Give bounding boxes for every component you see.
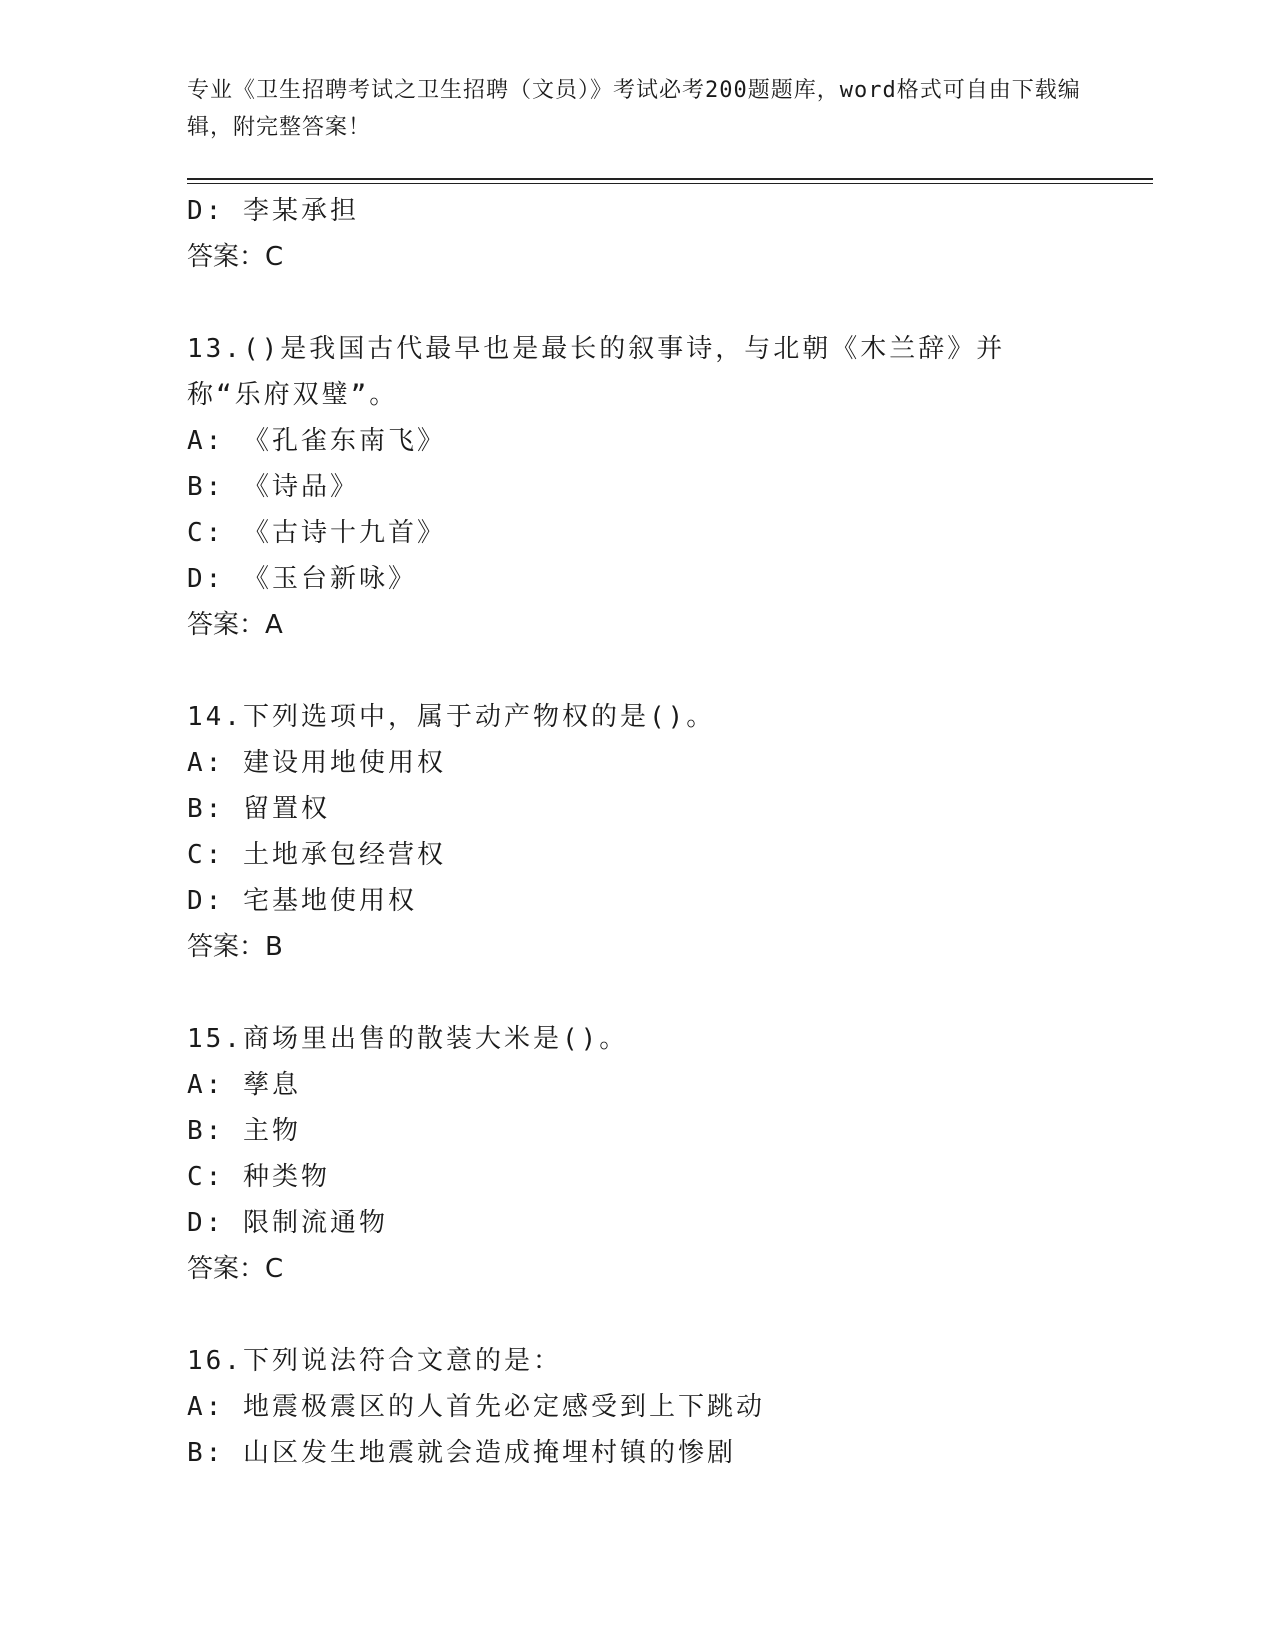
option-a: A: 地震极震区的人首先必定感受到上下跳动 — [187, 1392, 765, 1422]
option-a: A: 《孔雀东南飞》 — [187, 426, 446, 456]
question-list — [187, 188, 1087, 1476]
question-stem: 16.下列说法符合文意的是： — [187, 1346, 562, 1376]
question-14 — [187, 694, 1087, 970]
option-d: D: 李某承担 — [187, 196, 359, 226]
option-b: B: 留置权 — [187, 794, 330, 824]
question-stem: 13.()是我国古代最早也是最长的叙事诗，与北朝《木兰辞》并称“乐府双璧”。 — [187, 334, 1006, 410]
question-13 — [187, 326, 1087, 648]
document-header: 专业《卫生招聘考试之卫生招聘（文员）》考试必考200题题库，word格式可自由下载编辑，附完整答案！ — [187, 78, 1081, 140]
header-rule-thin — [187, 183, 1153, 184]
option-d: D: 限制流通物 — [187, 1208, 388, 1238]
header-rule-thick — [187, 178, 1153, 180]
answer-line: 答案：B — [187, 932, 283, 962]
option-b: B: 主物 — [187, 1116, 301, 1146]
option-a: A: 建设用地使用权 — [187, 748, 446, 778]
option-a: A: 孳息 — [187, 1070, 301, 1100]
answer-line: 答案：A — [187, 610, 283, 640]
question-stem: 15.商场里出售的散装大米是()。 — [187, 1024, 629, 1054]
spacer — [187, 970, 1087, 1016]
option-b: B: 《诗品》 — [187, 472, 359, 502]
question-16 — [187, 1338, 1087, 1476]
option-c: C: 种类物 — [187, 1162, 330, 1192]
spacer — [187, 1292, 1087, 1338]
option-c: C: 《古诗十九首》 — [187, 518, 446, 548]
option-d: D: 《玉台新咏》 — [187, 564, 417, 594]
option-c: C: 土地承包经营权 — [187, 840, 446, 870]
option-d: D: 宅基地使用权 — [187, 886, 417, 916]
answer-line: 答案：C — [187, 242, 284, 272]
spacer — [187, 280, 1087, 326]
option-b: B: 山区发生地震就会造成掩埋村镇的惨剧 — [187, 1438, 736, 1468]
answer-line: 答案：C — [187, 1254, 284, 1284]
question-stem: 14.下列选项中，属于动产物权的是()。 — [187, 702, 716, 732]
question-15 — [187, 1016, 1087, 1292]
spacer — [187, 648, 1087, 694]
